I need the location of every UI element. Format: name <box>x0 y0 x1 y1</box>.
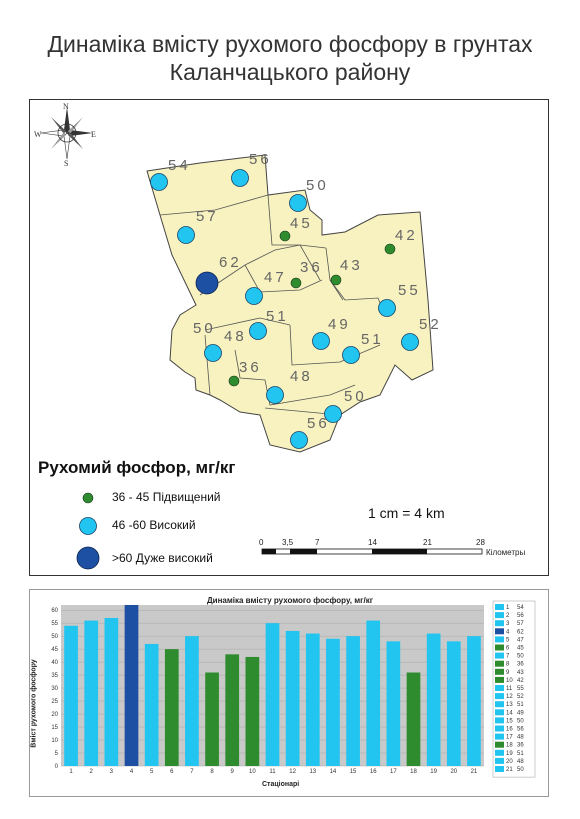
chart-legend-value: 45 <box>517 645 524 652</box>
station-label: 52 <box>419 316 442 333</box>
chart-legend-number: 3 <box>506 621 510 628</box>
chart-legend-value: 47 <box>517 637 524 644</box>
station-label: 50 <box>193 320 216 337</box>
chart-legend-number: 11 <box>506 686 513 692</box>
scale-tick-3: 14 <box>368 538 377 547</box>
chart-legend-number: 15 <box>506 718 513 725</box>
compass-rose-icon <box>34 102 96 168</box>
station-marker <box>151 174 168 191</box>
chart-legend-number: 21 <box>506 767 513 773</box>
x-tick-label: 3 <box>109 769 114 775</box>
x-tick-label: 12 <box>289 769 296 775</box>
x-tick-label: 18 <box>410 769 417 775</box>
station-marker <box>267 387 284 404</box>
chart-legend-value: 51 <box>517 750 524 757</box>
station-marker <box>280 231 290 241</box>
x-tick-label: 17 <box>390 769 397 775</box>
chart-legend-number: 20 <box>506 758 513 765</box>
chart-legend-value: 50 <box>517 653 524 660</box>
y-tick-label: 15 <box>51 725 58 732</box>
legend-symbol-very-high <box>77 547 99 569</box>
scale-tick-5: 28 <box>476 538 485 547</box>
legend-item-elevated: 36 - 45 Підвищений <box>112 490 221 504</box>
station-marker <box>250 323 267 340</box>
chart-legend-number: 8 <box>506 661 510 668</box>
x-tick-label: 2 <box>89 769 93 775</box>
station-marker <box>379 300 396 317</box>
scale-tick-2: 7 <box>315 538 320 547</box>
chart-legend-value: 48 <box>517 758 524 765</box>
station-marker <box>385 244 395 254</box>
station-label: 50 <box>306 177 329 194</box>
station-label: 56 <box>249 151 272 168</box>
chart-y-label: Вміст рухомого фосфору <box>30 659 38 748</box>
x-tick-label: 4 <box>129 769 134 775</box>
chart-legend-number: 13 <box>506 702 513 709</box>
chart-legend-value: 62 <box>517 629 524 636</box>
scale-tick-1: 3,5 <box>282 538 294 547</box>
x-tick-label: 16 <box>369 769 377 775</box>
chart-legend-number: 16 <box>506 726 513 733</box>
chart-legend-value: 49 <box>517 710 524 717</box>
x-tick-label: 10 <box>249 769 256 775</box>
y-tick-label: 40 <box>51 660 58 667</box>
y-tick-label: 20 <box>51 712 58 719</box>
station-label: 48 <box>224 328 247 345</box>
y-tick-label: 0 <box>54 764 58 770</box>
station-label: 56 <box>307 415 330 432</box>
legend-title: Рухомий фосфор, мг/кг <box>38 458 236 477</box>
station-label: 43 <box>340 257 363 274</box>
station-marker <box>291 432 308 449</box>
station-marker <box>178 227 195 244</box>
station-marker <box>313 333 330 350</box>
station-marker <box>246 288 263 305</box>
chart-legend-number: 6 <box>506 645 510 652</box>
scale-bar <box>262 549 482 554</box>
chart-legend-value: 56 <box>517 613 524 620</box>
chart-legend-number: 1 <box>506 605 510 611</box>
chart-frame <box>29 589 549 797</box>
station-marker <box>290 195 307 212</box>
station-label: 36 <box>239 359 262 376</box>
station-marker <box>232 170 249 187</box>
station-label: 47 <box>264 269 287 286</box>
scale-text: 1 cm = 4 km <box>368 505 445 521</box>
station-marker <box>402 334 419 351</box>
chart-legend-value: 54 <box>517 605 524 611</box>
y-tick-label: 35 <box>51 673 58 680</box>
x-tick-label: 1 <box>69 769 73 775</box>
legend-item-very-high: >60 Дуже високий <box>112 551 213 565</box>
title-line-2: Каланчацького району <box>169 59 411 85</box>
legend-symbol-high <box>80 518 97 535</box>
chart-legend-value: 50 <box>517 718 524 725</box>
station-label: 57 <box>196 208 219 225</box>
chart-legend-number: 4 <box>506 629 510 636</box>
station-label: 51 <box>361 331 384 348</box>
chart-legend-value: 50 <box>517 767 524 773</box>
chart-legend-value: 57 <box>517 621 524 628</box>
station-label: 48 <box>290 368 313 385</box>
chart-legend-value: 43 <box>517 669 524 676</box>
chart-legend-number: 7 <box>506 653 510 660</box>
chart-legend-number: 10 <box>506 677 513 684</box>
station-label: 62 <box>219 254 242 271</box>
x-tick-label: 15 <box>349 769 357 775</box>
chart-legend-value: 42 <box>517 677 524 684</box>
x-tick-label: 9 <box>230 769 234 775</box>
station-marker <box>331 275 341 285</box>
y-tick-label: 5 <box>54 751 58 758</box>
chart-legend-number: 2 <box>506 613 510 620</box>
chart-legend-number: 18 <box>506 742 513 749</box>
compass-e: E <box>91 130 96 139</box>
y-tick-label: 60 <box>51 608 58 615</box>
compass-w: W <box>34 130 42 139</box>
station-label: 42 <box>395 227 418 244</box>
compass-s: S <box>64 159 69 168</box>
chart-legend-value: 51 <box>517 702 524 709</box>
chart-legend-number: 9 <box>506 669 510 676</box>
x-tick-label: 21 <box>470 769 478 775</box>
y-tick-label: 30 <box>51 686 58 693</box>
scale-tick-4: 21 <box>423 538 432 547</box>
station-marker <box>343 347 360 364</box>
x-tick-label: 8 <box>210 769 214 775</box>
station-label: 55 <box>398 282 421 299</box>
station-label: 54 <box>168 157 191 174</box>
x-tick-label: 5 <box>149 769 154 775</box>
station-label: 51 <box>266 308 289 325</box>
station-label: 49 <box>328 316 351 333</box>
chart-title: Динаміка вмісту рухомого фосфору, мг/кг <box>206 596 374 605</box>
chart-legend-value: 56 <box>517 726 524 733</box>
scale-tick-0: 0 <box>259 538 264 547</box>
chart-legend-number: 12 <box>506 694 513 701</box>
title-line-1: Динаміка вмісту рухомого фосфору в грунтах <box>47 31 533 57</box>
station-marker <box>205 345 222 362</box>
chart-legend-number: 5 <box>506 637 510 644</box>
station-marker <box>229 376 239 386</box>
station-label: 50 <box>344 388 367 405</box>
x-tick-label: 13 <box>309 769 317 775</box>
chart-x-label: Стаціонарі <box>262 781 300 788</box>
station-label: 45 <box>290 215 313 232</box>
chart-legend-number: 17 <box>506 734 513 741</box>
chart-legend-value: 48 <box>517 734 524 741</box>
y-tick-label: 50 <box>51 634 58 641</box>
y-tick-label: 25 <box>51 699 58 706</box>
x-tick-label: 7 <box>190 769 194 775</box>
y-tick-label: 10 <box>51 738 58 745</box>
legend-symbol-elevated <box>83 493 93 503</box>
chart-legend-value: 55 <box>517 686 524 692</box>
compass-n: N <box>63 102 69 111</box>
chart-legend-number: 14 <box>506 710 513 717</box>
x-tick-label: 20 <box>450 769 458 775</box>
x-tick-label: 14 <box>329 769 337 775</box>
y-tick-label: 45 <box>51 647 58 654</box>
x-tick-label: 6 <box>170 769 174 775</box>
chart-legend-value: 36 <box>517 661 524 668</box>
x-tick-label: 11 <box>269 769 276 775</box>
y-tick-label: 55 <box>51 621 58 628</box>
station-marker <box>196 272 218 294</box>
scale-unit: Кілометры <box>486 548 526 557</box>
chart-legend-value: 52 <box>517 694 524 701</box>
x-tick-label: 19 <box>430 769 437 775</box>
chart-legend-number: 19 <box>506 750 513 757</box>
station-label: 36 <box>300 259 323 276</box>
chart-legend-value: 36 <box>517 742 524 749</box>
station-marker <box>291 278 301 288</box>
legend-item-high: 46 -60 Високий <box>112 518 196 532</box>
